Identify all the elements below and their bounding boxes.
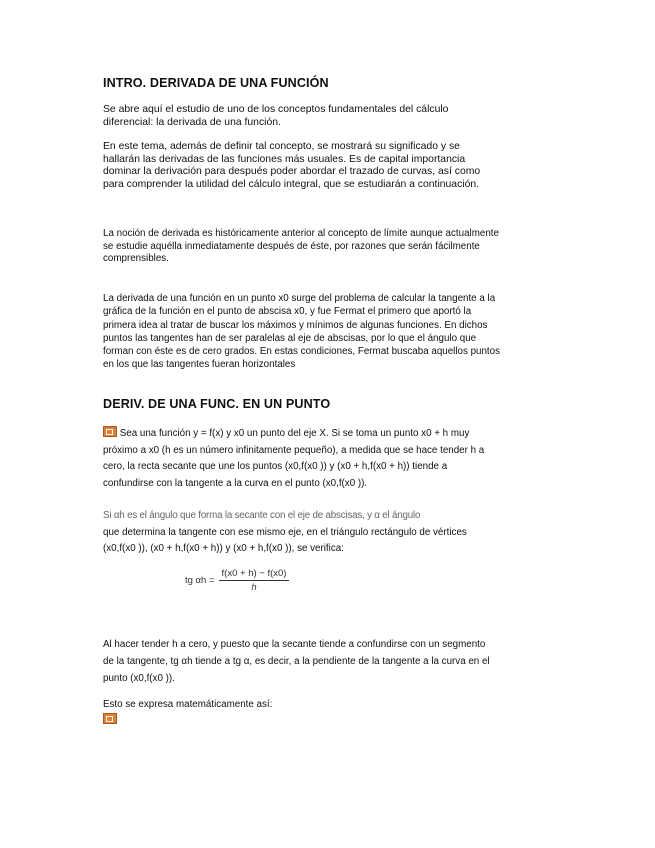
text-line: próximo a x0 (h es un número infinitamente pequeño), a medida que se hace tender h a [103, 444, 485, 456]
text-line [103, 426, 543, 443]
text-line: de la tangente, tg αh tiende a tg α, es decir, a la pendiente de la tangente a la curva en el [103, 656, 490, 667]
deriv-title: DERIV. DE UNA FUNC. EN UN PUNTO [103, 397, 331, 411]
text-line-content: Sea una función y = f(x) y x0 un punto del eje X. Si se toma un punto x0 + h muy [119, 428, 470, 439]
text-line: La noción de derivada es históricamente anterior al concepto de límite aunque actualmente [103, 228, 499, 239]
image-placeholder-icon[interactable] [103, 713, 117, 724]
text-line: puntos las tangentes han de ser paralelas al eje de abscisas, por lo que el ángulo que [103, 332, 477, 344]
intro-paragraph-4 [103, 292, 543, 372]
text-line: La derivada de una función en un punto x0 surge del problema de calcular la tangente a la [103, 293, 496, 304]
intro-paragraph-1 [103, 104, 543, 129]
formula-lhs: tg αh = [185, 575, 215, 586]
formula-numerator: f(x0 + h) − f(x0) [219, 568, 290, 581]
intro-paragraph-3 [103, 228, 543, 266]
image-placeholder-icon[interactable] [103, 426, 117, 437]
deriv-paragraph-4 [103, 699, 543, 727]
text-line: en los que las tangentes fueran horizontales [103, 359, 296, 371]
text-line: En este tema, además de definir tal concepto, se mostrará su significado y se [103, 141, 460, 152]
text-line: Si αh es el ángulo que forma la secante con el eje de abscisas, y α el ángulo [103, 510, 421, 521]
text-line: Se abre aquí el estudio de uno de los conceptos fundamentales del cálculo [103, 104, 449, 115]
formula-fraction [219, 568, 290, 593]
text-line: confundirse con la tangente a la curva en el punto (x0,f(x0 )). [103, 477, 368, 489]
deriv-paragraph-1 [103, 426, 543, 492]
text-line: comprensibles. [103, 253, 169, 265]
text-line: cero, la recta secante que une los puntos (x0,f(x0 )) y (x0 + h,f(x0 + h)) tiende a [103, 461, 448, 472]
text-line: hallarán las derivadas de las funciones más usuales. Es de capital importancia [103, 153, 466, 165]
text-line: dominar la derivación para después poder abordar el trazado de curvas, así como [103, 166, 481, 178]
text-line: se estudie aquélla inmediatamente después de éste, por razones que serán fácilmente [103, 240, 480, 252]
intro-title: INTRO. DERIVADA DE UNA FUNCIÓN [103, 76, 329, 90]
intro-paragraph-2 [103, 141, 543, 191]
text-line: que determina la tangente con ese mismo eje, en el triángulo rectángulo de vértices [103, 526, 467, 538]
text-line: gráfica de la función en el punto de abscisa x0, y fue Fermat el primero que aportó la [103, 306, 472, 318]
text-line: punto (x0,f(x0 )). [103, 673, 175, 684]
text-line: (x0,f(x0 )), (x0 + h,f(x0 + h)) y (x0 + h,f(x0 )), se verifica: [103, 543, 344, 554]
deriv-paragraph-3 [103, 636, 543, 687]
text-line: primera idea al tratar de buscar los máximos y mínimos de algunas funciones. En dichos [103, 319, 488, 331]
text-line: forman con éste es de cero grados. En estas condiciones, Fermat buscaba aquellos puntos [103, 346, 501, 358]
text-line: Esto se expresa matemáticamente así: [103, 699, 273, 710]
deriv-paragraph-2 [103, 508, 543, 558]
formula-denominator: h [251, 582, 257, 593]
tangent-formula [185, 568, 289, 593]
text-line: para comprender la utilidad del cálculo integral, que se estudiarán a continuación. [103, 178, 480, 190]
text-line: Al hacer tender h a cero, y puesto que la secante tiende a confundirse con un segmento [103, 639, 486, 650]
text-line: diferencial: la derivada de una función. [103, 116, 281, 128]
